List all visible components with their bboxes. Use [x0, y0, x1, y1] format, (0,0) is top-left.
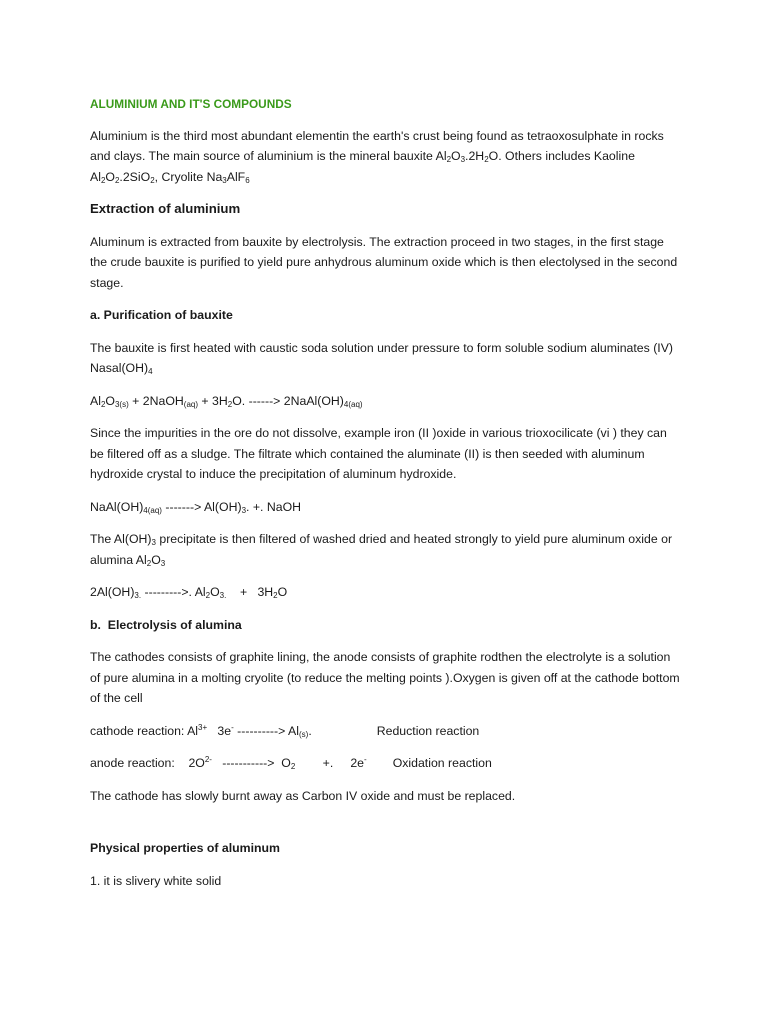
text-run: O	[105, 169, 115, 184]
subscript: 2	[484, 155, 489, 164]
text-run: O	[105, 393, 115, 408]
extraction-heading: Extraction of aluminium	[90, 201, 241, 216]
subscript: 2	[227, 399, 233, 409]
text-run: .2SiO	[119, 169, 151, 184]
text-run: ----------> Al	[233, 723, 299, 738]
cathode-reaction	[90, 721, 680, 742]
subscript: (s)	[298, 729, 309, 739]
subscript: 3	[160, 558, 166, 568]
page-title: ALUMINIUM AND IT'S COMPOUNDS	[90, 97, 292, 111]
equation-3	[90, 582, 680, 603]
reaction-type-label: Reduction reaction	[376, 723, 480, 738]
subscript: 3	[151, 538, 156, 547]
physical-properties-heading: Physical properties of aluminum	[90, 841, 280, 855]
text-run: Aluminium is the third most abundant elementin the earth's crust being found as tetraoxosulphate in rocks and clays. The main source of aluminium is the mineral bauxite Al	[90, 128, 664, 163]
document-content	[90, 94, 680, 903]
text-run: The bauxite is first heated with caustic soda solution under pressure to form soluble sodium aluminates (IV) Nasal(OH)	[90, 340, 674, 375]
subscript: 2	[446, 155, 452, 164]
text-run: .	[308, 723, 312, 738]
electrolysis-paragraph-2: The cathode has slowly burnt away as Carbon IV oxide and must be replaced.	[90, 788, 516, 803]
subscript: 4(aq)	[143, 505, 162, 515]
text-run: cathode reaction: Al	[90, 723, 199, 738]
text-run: O	[151, 552, 161, 567]
equation-1	[90, 391, 680, 412]
text-run: NaAl(OH)	[90, 499, 144, 514]
electrolysis-heading: b. Electrolysis of alumina	[90, 617, 242, 632]
extraction-paragraph: Aluminum is extracted from bauxite by electrolysis. The extraction proceed in two stages, in the first stage the crude bauxite is purified to yield pure anhydrous aluminum oxide which is then electolysed in the second stage.	[90, 234, 678, 290]
text-run: AlF	[226, 169, 246, 184]
superscript: 3+	[198, 722, 208, 732]
text-run: -------> Al(OH)	[161, 499, 242, 514]
text-run: anode reaction: 2O	[90, 756, 205, 770]
equation-2	[90, 497, 680, 518]
text-run: precipitate is then filtered of washed dried and heated strongly to yield pure aluminum oxide or alumina Al	[90, 532, 673, 567]
text-run: 2Al(OH)	[90, 585, 135, 599]
subscript: 3	[222, 175, 227, 185]
text-run: O	[451, 149, 461, 163]
purification-paragraph-3	[90, 529, 680, 570]
subscript: 2	[205, 591, 211, 600]
text-run: .2H	[465, 149, 485, 163]
electrolysis-paragraph-1: The cathodes consists of graphite lining, the anode consists of graphite rodthen the electrolyte is a solution of pure alumina in a molting cryolite (to reduce the melting points ).Oxygen is given off at the cathode bottom of the cell	[90, 650, 680, 705]
reaction-type-label: Oxidation reaction	[392, 756, 492, 770]
subscript: 6	[245, 175, 250, 185]
purification-paragraph-2: Since the impurities in the ore do not dissolve, example iron (II )oxide in various trioxocilicate (vi ) they can be filtered off as a sludge. The filtrate which contained the aluminate (II) is then seeded with aluminum hydroxide crystal to induce the precipitation of aluminum hydroxide.	[90, 426, 667, 481]
subscript: 2	[100, 175, 106, 185]
subscript: 3(s)	[114, 399, 129, 409]
text-run: -----------> O	[211, 756, 291, 770]
text-run: Al	[90, 393, 101, 408]
text-run: + 3H	[226, 585, 274, 599]
subscript: 4(aq)	[343, 399, 363, 409]
subscript: 2	[100, 399, 106, 409]
text-run: + 2NaOH	[128, 393, 184, 408]
subscript: 3	[241, 505, 247, 515]
subscript: 2	[290, 762, 296, 771]
blank-line	[90, 818, 680, 838]
purification-heading: a. Purification of bauxite	[90, 308, 233, 322]
text-run: O	[210, 585, 220, 599]
superscript: -	[231, 722, 234, 732]
superscript: -	[364, 755, 367, 764]
text-run: O. Others includes Kaoline Al	[90, 149, 635, 184]
subscript: 2	[114, 175, 120, 185]
text-run: The Al(OH)	[90, 532, 152, 546]
subscript: 2	[273, 591, 278, 600]
anode-reaction	[90, 753, 680, 774]
text-run: O	[277, 585, 288, 599]
subscript: 2	[150, 175, 155, 185]
subscript: 3.	[219, 591, 227, 600]
text-run: , Cryolite Na	[154, 169, 223, 184]
text-run: O. ------> 2NaAl(OH)	[232, 393, 344, 408]
subscript: (aq)	[183, 399, 199, 409]
text-run: --------->. Al	[141, 585, 206, 599]
text-run: 3e	[207, 723, 232, 738]
purification-paragraph-1	[90, 338, 680, 379]
text-run: +. 2e	[295, 756, 365, 770]
text-run: + 3H	[198, 393, 228, 408]
subscript: 3	[460, 155, 466, 164]
physical-property-item: 1. it is slivery white solid	[90, 873, 222, 888]
superscript: 2-	[204, 755, 212, 764]
subscript: 4	[148, 367, 153, 376]
intro-paragraph	[90, 126, 680, 188]
text-run: . +. NaOH	[246, 499, 302, 514]
subscript: 3.	[134, 591, 142, 600]
subscript: 2	[146, 558, 152, 568]
